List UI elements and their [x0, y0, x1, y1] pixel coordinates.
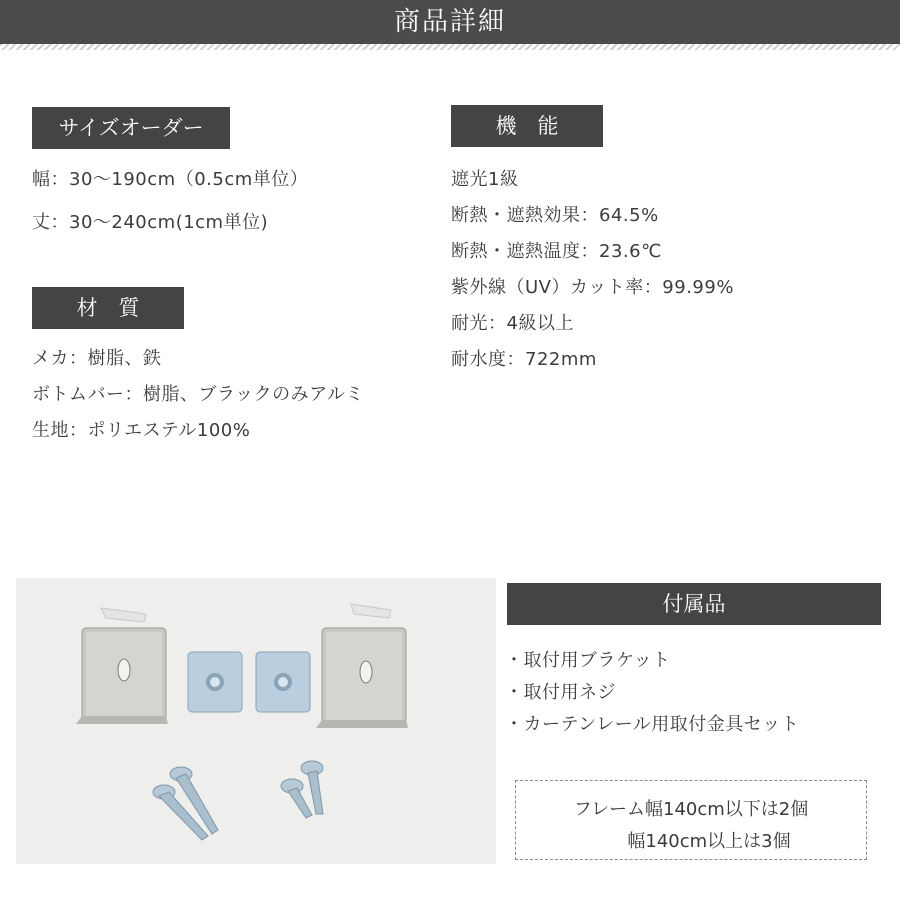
function-line: 耐光：4級以上: [451, 313, 574, 334]
header-divider: [0, 44, 900, 50]
material-mechanism-text: メカ：樹脂、鉄: [32, 348, 162, 369]
function-line: 断熱・遮熱温度：23.6℃: [451, 241, 662, 262]
accessory-item: ・取付用ブラケット: [505, 650, 671, 671]
size-width-text: 幅：30〜190cm（0.5cm単位）: [32, 169, 309, 190]
accessories-label: 付属品: [507, 583, 881, 625]
screw-icon: [153, 761, 323, 840]
material-fabric-text: 生地：ポリエステル100%: [32, 420, 251, 441]
material-bottombar-text: ボトムバー：樹脂、ブラックのみアルミ: [32, 384, 364, 405]
accessory-item: ・カーテンレール用取付金具セット: [505, 714, 800, 735]
function-line: 断熱・遮熱効果：64.5%: [451, 205, 659, 226]
bracket-icon: [316, 604, 408, 728]
note-line: フレーム幅140cm以下は2個: [573, 799, 809, 820]
function-line: 遮光1級: [451, 169, 519, 190]
size-order-label: サイズオーダー: [32, 107, 230, 149]
nut-plate-icon: [188, 652, 310, 712]
material-label: 材 質: [32, 287, 184, 329]
note-line: 幅140cm以上は3個: [627, 831, 791, 852]
accessory-item: ・取付用ネジ: [505, 682, 616, 703]
bracket-icon: [76, 608, 168, 724]
bracket-count-note: [515, 780, 867, 860]
hardware-photo: [16, 578, 496, 864]
function-line: 耐水度：722mm: [451, 349, 597, 370]
size-height-text: 丈：30〜240cm(1cm単位): [32, 212, 269, 233]
page-title: 商品詳細: [393, 7, 506, 37]
function-line: 紫外線（UV）カット率：99.99%: [451, 277, 734, 298]
function-label: 機 能: [451, 105, 603, 147]
